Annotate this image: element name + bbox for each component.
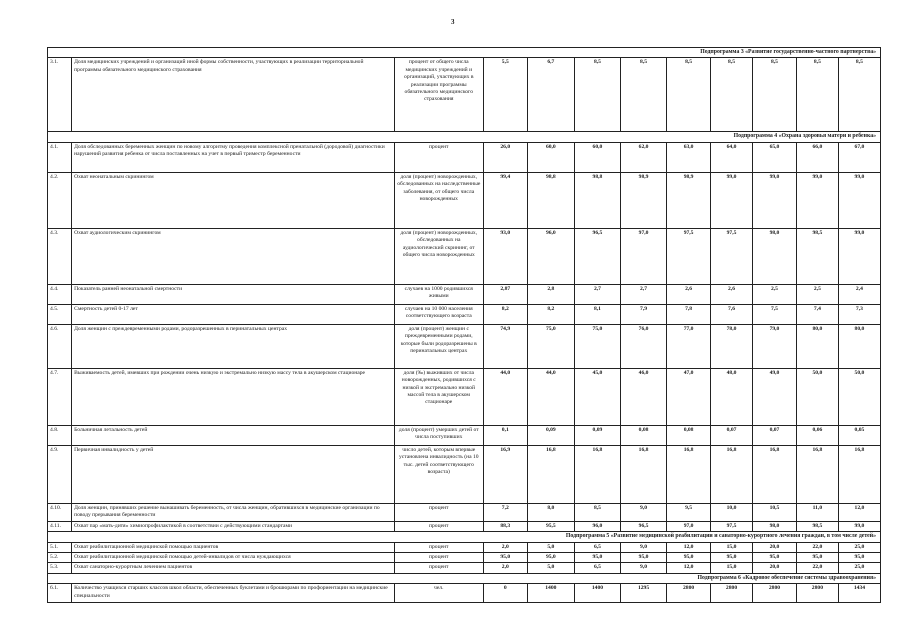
indicator-value: 16,8 bbox=[667, 445, 711, 503]
indicator-name: Доля женщин с преждевременными родами, родоразрешенных в перинатальных центрах bbox=[72, 324, 395, 368]
indicator-value: 49,0 bbox=[752, 368, 796, 425]
indicator-name: Первичная инвалидность у детей bbox=[72, 445, 395, 503]
indicator-value: 96,5 bbox=[574, 228, 620, 284]
table-row bbox=[48, 228, 881, 284]
indicator-value: 95,0 bbox=[796, 553, 838, 563]
unit-of-measure: случаев на 1000 родившихся живыми bbox=[394, 284, 483, 304]
indicator-value: 48,0 bbox=[711, 368, 753, 425]
indicator-value: 2,6 bbox=[667, 284, 711, 304]
indicator-value: 16,8 bbox=[621, 445, 667, 503]
indicator-value: 96,0 bbox=[527, 228, 574, 284]
unit-of-measure: процент bbox=[394, 521, 483, 531]
indicator-value: 8,5 bbox=[752, 58, 796, 132]
subprogram-title: Подпрограмма 4 «Охрана здоровья матери и ребенка» bbox=[48, 132, 881, 142]
indicator-value: 0,1 bbox=[483, 425, 527, 445]
indicator-value: 95,0 bbox=[574, 553, 620, 563]
indicator-value: 5,0 bbox=[527, 563, 574, 573]
indicator-value: 0,08 bbox=[667, 425, 711, 445]
indicators-table bbox=[47, 47, 881, 603]
indicator-value: 99,0 bbox=[752, 172, 796, 228]
subprogram-header bbox=[48, 132, 881, 142]
indicator-value: 1400 bbox=[574, 584, 620, 603]
indicator-value: 0,08 bbox=[621, 425, 667, 445]
indicator-value: 0,09 bbox=[527, 425, 574, 445]
indicator-value: 9,0 bbox=[621, 542, 667, 552]
indicator-value: 74,9 bbox=[483, 324, 527, 368]
indicator-value: 8,5 bbox=[838, 58, 880, 132]
indicator-value: 63,0 bbox=[667, 142, 711, 172]
row-number: 5.2. bbox=[48, 553, 72, 563]
indicator-value: 8,5 bbox=[574, 503, 620, 521]
indicator-name: Выживаемость детей, имевших при рождении очень низкую и экстремально низкую массу тела в акушерском стационаре bbox=[72, 368, 395, 425]
indicator-value: 7,9 bbox=[621, 304, 667, 324]
indicator-name: Охват пар «мать-дитя» химиопрофилактикой в соответствии с действующими стандартами bbox=[72, 521, 395, 531]
indicator-name: Охват санаторно-курортным лечением пациентов bbox=[72, 563, 395, 573]
row-number: 4.7. bbox=[48, 368, 72, 425]
indicator-value: 0,05 bbox=[838, 425, 880, 445]
unit-of-measure: процент bbox=[394, 553, 483, 563]
indicator-value: 15,0 bbox=[711, 542, 753, 552]
indicator-value: 96,0 bbox=[574, 521, 620, 531]
indicator-value: 98,0 bbox=[752, 521, 796, 531]
indicator-value: 78,0 bbox=[711, 324, 753, 368]
row-number: 4.3. bbox=[48, 228, 72, 284]
unit-of-measure: процент от общего числа медицинских учреждений и организаций, участвующих в реализации программы обязательного медицинского страхования bbox=[394, 58, 483, 132]
indicator-value: 99,0 bbox=[796, 172, 838, 228]
unit-of-measure: доля (процент) умерших детей от числа поступивших bbox=[394, 425, 483, 445]
indicator-value: 16,8 bbox=[752, 445, 796, 503]
unit-of-measure: процент bbox=[394, 542, 483, 552]
indicator-value: 9,0 bbox=[621, 503, 667, 521]
indicator-value: 95,0 bbox=[483, 553, 527, 563]
indicator-value: 98,9 bbox=[621, 172, 667, 228]
unit-of-measure: случаев на 10 000 населения соответствующего возраста bbox=[394, 304, 483, 324]
table-row bbox=[48, 172, 881, 228]
indicator-value: 20,0 bbox=[752, 542, 796, 552]
indicator-value: 2,0 bbox=[483, 542, 527, 552]
indicator-value: 65,0 bbox=[752, 142, 796, 172]
table-row bbox=[48, 324, 881, 368]
table-row bbox=[48, 584, 881, 603]
indicator-value: 98,8 bbox=[574, 172, 620, 228]
indicator-value: 95,0 bbox=[527, 553, 574, 563]
indicator-value: 97,5 bbox=[711, 521, 753, 531]
row-number: 4.9. bbox=[48, 445, 72, 503]
indicator-value: 7,5 bbox=[752, 304, 796, 324]
indicator-value: 98,5 bbox=[796, 521, 838, 531]
indicator-value: 16,8 bbox=[527, 445, 574, 503]
indicator-value: 97,5 bbox=[711, 228, 753, 284]
table-row bbox=[48, 304, 881, 324]
indicator-value: 47,0 bbox=[667, 368, 711, 425]
indicator-value: 8,5 bbox=[711, 58, 753, 132]
indicator-value: 16,8 bbox=[574, 445, 620, 503]
indicator-value: 10,5 bbox=[752, 503, 796, 521]
indicator-value: 2,5 bbox=[752, 284, 796, 304]
indicator-value: 8,1 bbox=[574, 304, 620, 324]
unit-of-measure: доля (процент) новорожденных, обследованных на наследственные заболевания, от общего числа новорожденных bbox=[394, 172, 483, 228]
indicator-name: Показатель ранней неонатальной смертности bbox=[72, 284, 395, 304]
indicator-value: 7,6 bbox=[711, 304, 753, 324]
indicator-name: Охват неонатальным скринингом bbox=[72, 172, 395, 228]
subprogram-title: Подпрограмма 6 «Кадровое обеспечение системы здравоохранения» bbox=[48, 573, 881, 583]
table-row bbox=[48, 368, 881, 425]
indicator-value: 2,5 bbox=[796, 284, 838, 304]
indicator-value: 97,0 bbox=[667, 521, 711, 531]
indicator-value: 15,0 bbox=[711, 563, 753, 573]
indicator-value: 2,7 bbox=[574, 284, 620, 304]
indicator-value: 88,3 bbox=[483, 521, 527, 531]
row-number: 5.1. bbox=[48, 542, 72, 552]
indicator-value: 9,5 bbox=[667, 503, 711, 521]
indicator-value: 2,8 bbox=[527, 284, 574, 304]
indicator-name: Больничная летальность детей bbox=[72, 425, 395, 445]
subprogram-header bbox=[48, 573, 881, 583]
row-number: 6.1. bbox=[48, 584, 72, 603]
indicator-value: 5,5 bbox=[483, 58, 527, 132]
indicator-value: 46,0 bbox=[621, 368, 667, 425]
indicator-value: 98,0 bbox=[752, 228, 796, 284]
indicator-value: 44,0 bbox=[527, 368, 574, 425]
row-number: 4.8. bbox=[48, 425, 72, 445]
indicator-value: 95,0 bbox=[711, 553, 753, 563]
indicator-value: 0,09 bbox=[574, 425, 620, 445]
indicator-value: 93,0 bbox=[483, 228, 527, 284]
indicator-value: 66,0 bbox=[796, 142, 838, 172]
indicator-value: 2800 bbox=[667, 584, 711, 603]
subprogram-title: Подпрограмма 3 «Развитие государственно-частного партнерства» bbox=[48, 48, 881, 58]
indicator-value: 44,0 bbox=[483, 368, 527, 425]
indicator-value: 12,0 bbox=[667, 563, 711, 573]
indicator-value: 98,8 bbox=[527, 172, 574, 228]
indicator-value: 99,4 bbox=[483, 172, 527, 228]
indicator-value: 50,0 bbox=[838, 368, 880, 425]
indicator-value: 2,7 bbox=[621, 284, 667, 304]
indicator-value: 0,06 bbox=[796, 425, 838, 445]
row-number: 4.5. bbox=[48, 304, 72, 324]
indicator-value: 67,0 bbox=[838, 142, 880, 172]
indicator-value: 1434 bbox=[838, 584, 880, 603]
indicator-value: 99,0 bbox=[838, 172, 880, 228]
indicator-value: 79,0 bbox=[752, 324, 796, 368]
indicator-value: 12,0 bbox=[667, 542, 711, 552]
indicator-value: 5,0 bbox=[527, 542, 574, 552]
table-row bbox=[48, 521, 881, 531]
indicator-value: 97,5 bbox=[667, 228, 711, 284]
indicator-value: 16,8 bbox=[711, 445, 753, 503]
indicator-value: 10,0 bbox=[711, 503, 753, 521]
indicator-value: 0,07 bbox=[752, 425, 796, 445]
subprogram-header bbox=[48, 532, 881, 542]
indicator-value: 7,3 bbox=[838, 304, 880, 324]
indicator-name: Количество учащихся старших классов школ области, обеспеченных буклетами и брошюрами по профориентации на медицинские специальности bbox=[72, 584, 395, 603]
indicator-value: 6,7 bbox=[527, 58, 574, 132]
indicator-value: 8,5 bbox=[796, 58, 838, 132]
indicator-value: 64,0 bbox=[711, 142, 753, 172]
indicator-value: 95,0 bbox=[838, 553, 880, 563]
indicator-name: Доля женщин, принявших решение вынашивать беременность, от числа женщин, обратившихся в медицинские организации по поводу прерывания беременности bbox=[72, 503, 395, 521]
indicator-value: 95,5 bbox=[527, 521, 574, 531]
indicator-value: 22,0 bbox=[796, 563, 838, 573]
unit-of-measure: число детей, которым впервые установлена инвалидность (на 10 тыс. детей соответствующего возраста) bbox=[394, 445, 483, 503]
indicator-value: 8,2 bbox=[527, 304, 574, 324]
indicator-value: 2,0 bbox=[483, 563, 527, 573]
indicator-value: 0 bbox=[483, 584, 527, 603]
indicator-value: 7,4 bbox=[796, 304, 838, 324]
indicator-value: 2800 bbox=[796, 584, 838, 603]
indicator-value: 50,0 bbox=[796, 368, 838, 425]
table-row bbox=[48, 563, 881, 573]
table-row bbox=[48, 445, 881, 503]
indicator-value: 99,0 bbox=[838, 521, 880, 531]
indicator-value: 1400 bbox=[527, 584, 574, 603]
indicator-value: 25,0 bbox=[838, 563, 880, 573]
row-number: 4.11. bbox=[48, 521, 72, 531]
indicator-value: 2,4 bbox=[838, 284, 880, 304]
unit-of-measure: процент bbox=[394, 142, 483, 172]
indicator-value: 8,2 bbox=[483, 304, 527, 324]
indicator-value: 76,0 bbox=[621, 324, 667, 368]
page-number: 3 bbox=[451, 18, 455, 26]
indicator-value: 2800 bbox=[711, 584, 753, 603]
unit-of-measure: процент bbox=[394, 563, 483, 573]
indicator-value: 2,87 bbox=[483, 284, 527, 304]
indicator-value: 95,0 bbox=[752, 553, 796, 563]
subprogram-title: Подпрограмма 5 «Развитие медицинской реабилитации и санаторно-курортного лечения граждан, в том числе детей» bbox=[48, 532, 881, 542]
table-row bbox=[48, 425, 881, 445]
unit-of-measure: чел. bbox=[394, 584, 483, 603]
unit-of-measure: доля (‰) выживших от числа новорожденных, родившихся с низкой и экстремально низкой массой тела в акушерском стационаре bbox=[394, 368, 483, 425]
indicator-value: 0,07 bbox=[711, 425, 753, 445]
indicator-value: 1295 bbox=[621, 584, 667, 603]
indicator-name: Доля обследованных беременных женщин по новому алгоритму проведения комплексной пренатальной (дородовой) диагностики нарушений развития ребенка от числа поставленных на учет в первый триместр беременности bbox=[72, 142, 395, 172]
indicator-value: 60,0 bbox=[527, 142, 574, 172]
table-row bbox=[48, 58, 881, 132]
indicator-name: Охват аудиологическим скринингом bbox=[72, 228, 395, 284]
table-row bbox=[48, 284, 881, 304]
indicator-value: 9,0 bbox=[621, 563, 667, 573]
indicator-value: 95,0 bbox=[667, 553, 711, 563]
indicator-name: Охват реабилитационной медицинской помощью пациентов bbox=[72, 542, 395, 552]
indicator-value: 97,0 bbox=[621, 228, 667, 284]
row-number: 3.1. bbox=[48, 58, 72, 132]
indicator-value: 8,5 bbox=[574, 58, 620, 132]
indicator-value: 2800 bbox=[752, 584, 796, 603]
row-number: 4.1. bbox=[48, 142, 72, 172]
table-row bbox=[48, 553, 881, 563]
indicator-value: 25,0 bbox=[838, 542, 880, 552]
row-number: 4.2. bbox=[48, 172, 72, 228]
indicator-value: 99,0 bbox=[711, 172, 753, 228]
indicator-value: 16,9 bbox=[483, 445, 527, 503]
indicator-value: 7,8 bbox=[667, 304, 711, 324]
indicator-value: 7,2 bbox=[483, 503, 527, 521]
indicator-value: 99,0 bbox=[838, 228, 880, 284]
row-number: 4.10. bbox=[48, 503, 72, 521]
indicator-name: Охват реабилитационной медицинской помощью детей-инвалидов от числа нуждающихся bbox=[72, 553, 395, 563]
indicator-value: 12,0 bbox=[838, 503, 880, 521]
indicator-value: 80,0 bbox=[796, 324, 838, 368]
row-number: 4.6. bbox=[48, 324, 72, 368]
indicator-value: 77,0 bbox=[667, 324, 711, 368]
table-row bbox=[48, 542, 881, 552]
unit-of-measure: доля (процент) женщин с преждевременными родами, которые были родоразрешены в перинатальных центрах bbox=[394, 324, 483, 368]
indicator-value: 2,6 bbox=[711, 284, 753, 304]
indicator-value: 80,0 bbox=[838, 324, 880, 368]
indicator-name: Смертность детей 0-17 лет bbox=[72, 304, 395, 324]
indicator-value: 6,5 bbox=[574, 563, 620, 573]
indicator-value: 96,5 bbox=[621, 521, 667, 531]
indicator-name: Доля медицинских учреждений и организаций иной формы собственности, участвующих в реализации территориальной программы обязательного медицинского страхования bbox=[72, 58, 395, 132]
indicator-value: 75,0 bbox=[574, 324, 620, 368]
indicator-value: 98,5 bbox=[796, 228, 838, 284]
indicator-value: 26,0 bbox=[483, 142, 527, 172]
table-row bbox=[48, 503, 881, 521]
indicator-value: 62,0 bbox=[621, 142, 667, 172]
indicator-value: 16,8 bbox=[838, 445, 880, 503]
row-number: 4.4. bbox=[48, 284, 72, 304]
indicator-value: 60,0 bbox=[574, 142, 620, 172]
table-row bbox=[48, 142, 881, 172]
indicator-value: 16,8 bbox=[796, 445, 838, 503]
row-number: 5.3. bbox=[48, 563, 72, 573]
indicator-value: 45,0 bbox=[574, 368, 620, 425]
indicator-value: 11,0 bbox=[796, 503, 838, 521]
indicator-value: 20,0 bbox=[752, 563, 796, 573]
indicator-value: 75,0 bbox=[527, 324, 574, 368]
indicator-value: 6,5 bbox=[574, 542, 620, 552]
indicator-value: 8,5 bbox=[667, 58, 711, 132]
subprogram-header bbox=[48, 48, 881, 58]
indicator-value: 22,0 bbox=[796, 542, 838, 552]
indicator-value: 8,0 bbox=[527, 503, 574, 521]
unit-of-measure: доля (процент) новорожденных, обследованных на аудиологический скрининг, от общего числа новорожденных bbox=[394, 228, 483, 284]
unit-of-measure: процент bbox=[394, 503, 483, 521]
indicator-value: 98,9 bbox=[667, 172, 711, 228]
indicator-value: 8,5 bbox=[621, 58, 667, 132]
indicator-value: 95,0 bbox=[621, 553, 667, 563]
